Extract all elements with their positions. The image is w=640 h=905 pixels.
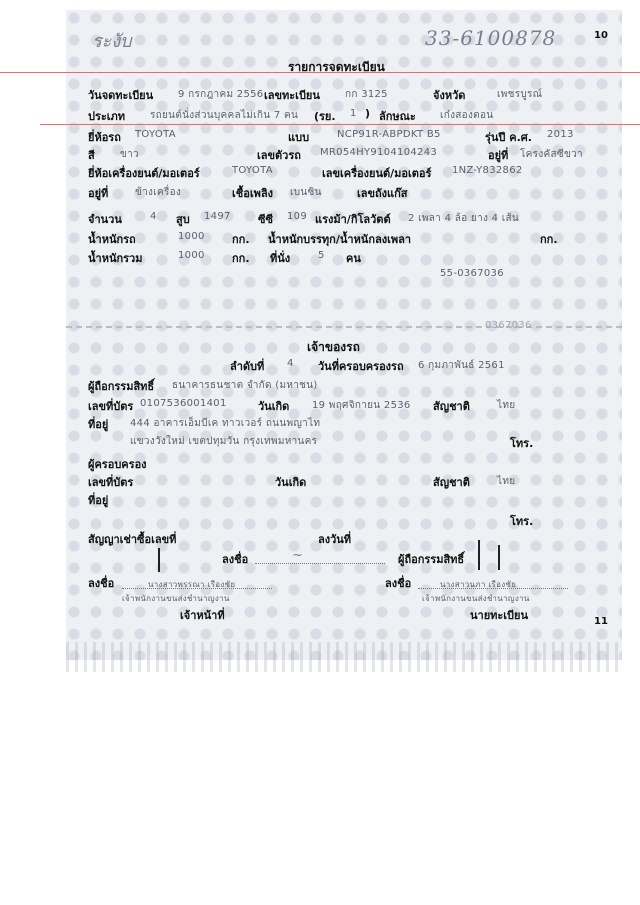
rs-close: )	[365, 107, 371, 120]
section-divider	[66, 326, 622, 328]
faded-serial-number: 0367036	[485, 320, 532, 331]
vehicle-weight-value: 1000	[178, 231, 205, 242]
sequence-label: ลำดับที่	[230, 360, 265, 373]
possession-date-label: วันที่ครอบครองรถ	[318, 360, 404, 373]
owner-holder-label: ผู้ถือกรรมสิทธิ์	[88, 380, 155, 393]
sequence-value: 4	[287, 358, 294, 369]
model-value: NCP91R-ABPDKT B5	[337, 129, 441, 140]
reg-number-value: กก 3125	[345, 89, 388, 100]
fuel-label: เชื้อเพลิง	[232, 187, 273, 200]
seats-unit: คน	[346, 252, 361, 265]
rs-value: 1	[350, 108, 357, 119]
owner-birth-label: วันเกิด	[258, 400, 290, 413]
left-sign-label: ลงชื่อ	[88, 577, 115, 590]
cc-label: ซีซี	[258, 213, 273, 226]
engine-location-value: ข้างเครื่อง	[135, 187, 182, 198]
left-signer-role: เจ้าพนักงานขนส่งชำนาญงาน	[122, 594, 230, 603]
owner-card-value: 0107536001401	[140, 398, 227, 409]
middle-signature: ~	[292, 548, 303, 563]
reg-date-label: วันจดทะเบียน	[88, 89, 154, 102]
owner-card-label: เลขที่บัตร	[88, 400, 134, 413]
engine-location-label: อยู่ที่	[88, 187, 109, 200]
page-number-top: 10	[594, 30, 608, 41]
cc-value: 1497	[204, 211, 231, 222]
right-signature-stroke	[478, 540, 480, 570]
stamp-serial-number: 55-0367036	[440, 268, 504, 279]
brand-label: ยี่ห้อรถ	[88, 131, 121, 144]
color-value: ขาว	[120, 149, 139, 160]
count-label: จำนวน	[88, 213, 122, 226]
owner-address-line2: แขวงวังใหม่ เขตปทุมวัน กรุงเทพมหานคร	[130, 436, 318, 447]
red-rule-mid	[40, 124, 640, 125]
character-value: เก๋งสองตอน	[440, 110, 494, 121]
vehicle-type-label: ประเภท	[88, 110, 126, 123]
red-rule-top	[0, 72, 640, 73]
lease-date-label: ลงวันที่	[318, 533, 352, 546]
possessor-nationality-value: ไทย	[497, 476, 516, 487]
brand-value: TOYOTA	[135, 129, 176, 140]
cylinder-label: สูบ	[176, 213, 190, 226]
seats-value: 5	[318, 250, 325, 261]
province-label: จังหวัด	[433, 89, 466, 102]
owner-nationality-label: สัญชาติ	[433, 400, 470, 413]
vehicle-type-value: รถยนต์นั่งส่วนบุคคลไม่เกิน 7 คน	[150, 110, 299, 121]
owner-section-title: เจ้าของรถ	[307, 340, 360, 354]
left-signature-stroke	[158, 548, 160, 572]
load-weight-label: น้ำหนักบรรทุก/น้ำหนักลงเพลา	[268, 233, 412, 246]
right-sign-label: ลงชื่อ	[385, 577, 412, 590]
possessor-card-label: เลขที่บัตร	[88, 476, 134, 489]
possessor-birth-label: วันเกิด	[275, 476, 307, 489]
vehicle-weight-unit: กก.	[232, 233, 250, 246]
province-value: เพชรบูรณ์	[497, 89, 543, 100]
owner-nationality-value: ไทย	[497, 400, 516, 411]
owner-tel-label: โทร.	[510, 437, 534, 450]
rs-label: (รย.	[314, 110, 336, 123]
engine-brand-label: ยี่ห้อเครื่องยนต์/มอเตอร์	[88, 167, 200, 180]
handwritten-note: ระงับ	[92, 31, 132, 52]
character-label: ลักษณะ	[379, 110, 416, 123]
engine-number-label: เลขเครื่องยนต์/มอเตอร์	[322, 167, 432, 180]
gas-tank-label: เลขถังแก๊ส	[357, 187, 408, 200]
total-weight-label: น้ำหนักรวม	[88, 252, 143, 265]
cylinder-count-value: 4	[150, 211, 157, 222]
total-weight-unit: กก.	[232, 252, 250, 265]
model-year-value: 2013	[547, 129, 574, 140]
possessor-tel-label: โทร.	[510, 515, 534, 528]
total-weight-value: 1000	[178, 250, 205, 261]
possession-date-value: 6 กุมภาพันธ์ 2561	[418, 360, 505, 371]
page-number-bottom: 11	[594, 616, 608, 627]
middle-sign-label: ลงชื่อ	[222, 553, 249, 566]
color-label: สี	[88, 149, 95, 162]
right-signer-role: เจ้าพนักงานขนส่งชำนาญงาน	[422, 594, 530, 603]
right-signature-stroke-2	[498, 545, 500, 570]
chassis-label: เลขตัวรถ	[257, 149, 301, 162]
reg-number-label: เลขทะเบียน	[264, 89, 320, 102]
middle-sign-line	[255, 563, 385, 564]
vehicle-weight-label: น้ำหนักรถ	[88, 233, 136, 246]
document-title: รายการจดทะเบียน	[288, 60, 385, 74]
owner-address-label: ที่อยู่	[88, 418, 109, 431]
possessor-address-label: ที่อยู่	[88, 494, 109, 507]
possessor-label: ผู้ครอบครอง	[88, 458, 147, 471]
chassis-location-label: อยู่ที่	[488, 149, 509, 162]
handwritten-registration-number: 33-6100878	[425, 26, 557, 50]
horsepower-label: แรงม้า/กิโลวัตต์	[315, 213, 391, 226]
owner-sign-label: ผู้ถือกรรมสิทธิ์	[398, 553, 465, 566]
owner-birth-value: 19 พฤศจิกายน 2536	[312, 400, 411, 411]
reg-date-value: 9 กรกฎาคม 2556	[178, 89, 264, 100]
engine-brand-value: TOYOTA	[232, 165, 273, 176]
possessor-nationality-label: สัญชาติ	[433, 476, 470, 489]
owner-address-line1: 444 อาคารเอ็มบีเค ทาวเวอร์ ถนนพญาไท	[130, 418, 321, 429]
lease-contract-label: สัญญาเช่าซื้อเลขที่	[88, 533, 177, 546]
load-weight-unit: กก.	[540, 233, 558, 246]
fuel-value: เบนซิน	[290, 187, 322, 198]
right-signer-name: นางสาวนภา เรืองชัย	[440, 580, 517, 589]
chassis-value: MR054HY9104104243	[320, 147, 438, 158]
left-signer-name: นางสาวพรรณา เรืองชัย	[148, 580, 236, 589]
model-label: แบบ	[288, 131, 310, 144]
right-signer-title: นายทะเบียน	[470, 609, 529, 622]
left-signer-title: เจ้าหน้าที่	[180, 609, 225, 622]
axle-value: 2 เพลา 4 ล้อ ยาง 4 เส้น	[408, 213, 520, 224]
horsepower-value: 109	[287, 211, 307, 222]
model-year-label: รุ่นปี ค.ศ.	[485, 131, 532, 144]
chassis-location-value: โครงคัสซีขวา	[520, 149, 583, 160]
seats-label: ที่นั่ง	[270, 252, 291, 265]
engine-number-value: 1NZ-Y832862	[452, 165, 523, 176]
scan-edge-band	[66, 642, 622, 672]
owner-holder-value: ธนาคารธนชาต จำกัด (มหาชน)	[172, 380, 318, 391]
